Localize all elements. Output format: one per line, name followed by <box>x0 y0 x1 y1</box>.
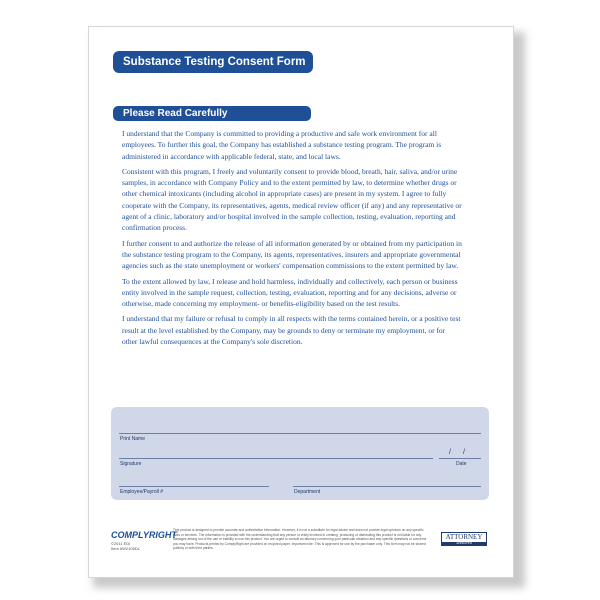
consent-text <box>122 128 462 351</box>
signature-fields <box>111 407 489 500</box>
paragraph: I understand that the Company is committed to providing a productive and safe work environment for all employees. To further this goal, the Company has established a substance testing program. The program is administered in accordance with applicable federal, state, and local laws. <box>122 129 442 161</box>
badge-text: ATTORNEY <box>445 533 483 541</box>
attorney-approved-badge <box>441 532 487 546</box>
date-line[interactable] <box>439 458 481 459</box>
date-slash: / <box>449 449 451 456</box>
date-label: Date <box>456 461 467 467</box>
footer <box>111 524 493 564</box>
paragraph: I further consent to and authorize the release of all information generated by or obtained from my participation in the substance testing program to the Company, its agents, representatives, insurers and appropriate governmental agencies such as the state unemployment or workers' compensation commissions to the extent permitted by law. <box>122 238 462 271</box>
paragraph: Consistent with this program, I freely and voluntarily consent to provide blood, breath, hair, saliva, and/or urine samples, in accordance with Company Policy and to the extent permitted by law, to determine whether drugs or other chemical intoxicants (including alcohol in appropriate cases) are present in my system. I agree to fully cooperate with the Company, its representatives, agents, medical review officer (if any) and any representative or agent of a clinic, laboratory and/or hospital involved in the sample collection, testing, evaluation, reporting and confirmation process. <box>122 166 462 233</box>
employee-id-line[interactable] <box>119 486 269 487</box>
signature-label: Signature <box>120 461 142 467</box>
print-name-line[interactable] <box>119 433 481 434</box>
legal-disclaimer: This product is designed to provide accurate and authoritative information. However, it is not a substitute for legal advice and does not provide legal opinions on any specific facts or services. The information is provided with the understanding that any person or entity involved in creating, producing or distributing this product is not liable for any damages arising out of the use or inability to use this product. You are urged to consult an attorney concerning your particular situation and any specific questions or concerns you may have. Products printed by ComplyRight are provided on recycled paper. Important note: This is approved for use by the purchaser only. This form may not be shared publicly or with third parties. <box>173 528 427 551</box>
paragraph: I understand that my failure or refusal to comply in all respects with the terms contained herein, or a positive test result at the level established by the Company, may be grounds to deny or terminate my employment, or for other lawful consequences at the Company's sole discretion. <box>122 314 461 347</box>
print-name-label: Print Name <box>120 436 146 442</box>
department-label: Department <box>294 489 321 495</box>
paragraph: To the extent allowed by law, I release and hold harmless, individually and collectively, each person or business entity involved in the sample request, collection, testing, evaluation, reporting and for any decisions, adverse or otherwise, made concerning my employment- or benefits-eligibility based on the test results. <box>122 276 458 309</box>
employee-id-label: Employee/Payroll # <box>120 489 164 495</box>
department-line[interactable] <box>293 486 481 487</box>
form-title: Substance Testing Consent Form <box>113 51 313 73</box>
copyright: ©2011 EDI <box>111 541 131 546</box>
form-page <box>88 26 514 578</box>
item-number: Item #W2105DL <box>111 546 140 551</box>
item-info <box>111 541 140 551</box>
brand-logo: COMPLYRIGHT <box>111 530 177 540</box>
date-slash: / <box>463 449 465 456</box>
badge-subtext: APPROVED <box>442 542 486 545</box>
signature-line[interactable] <box>119 458 433 459</box>
section-heading: Please Read Carefully <box>113 106 311 121</box>
